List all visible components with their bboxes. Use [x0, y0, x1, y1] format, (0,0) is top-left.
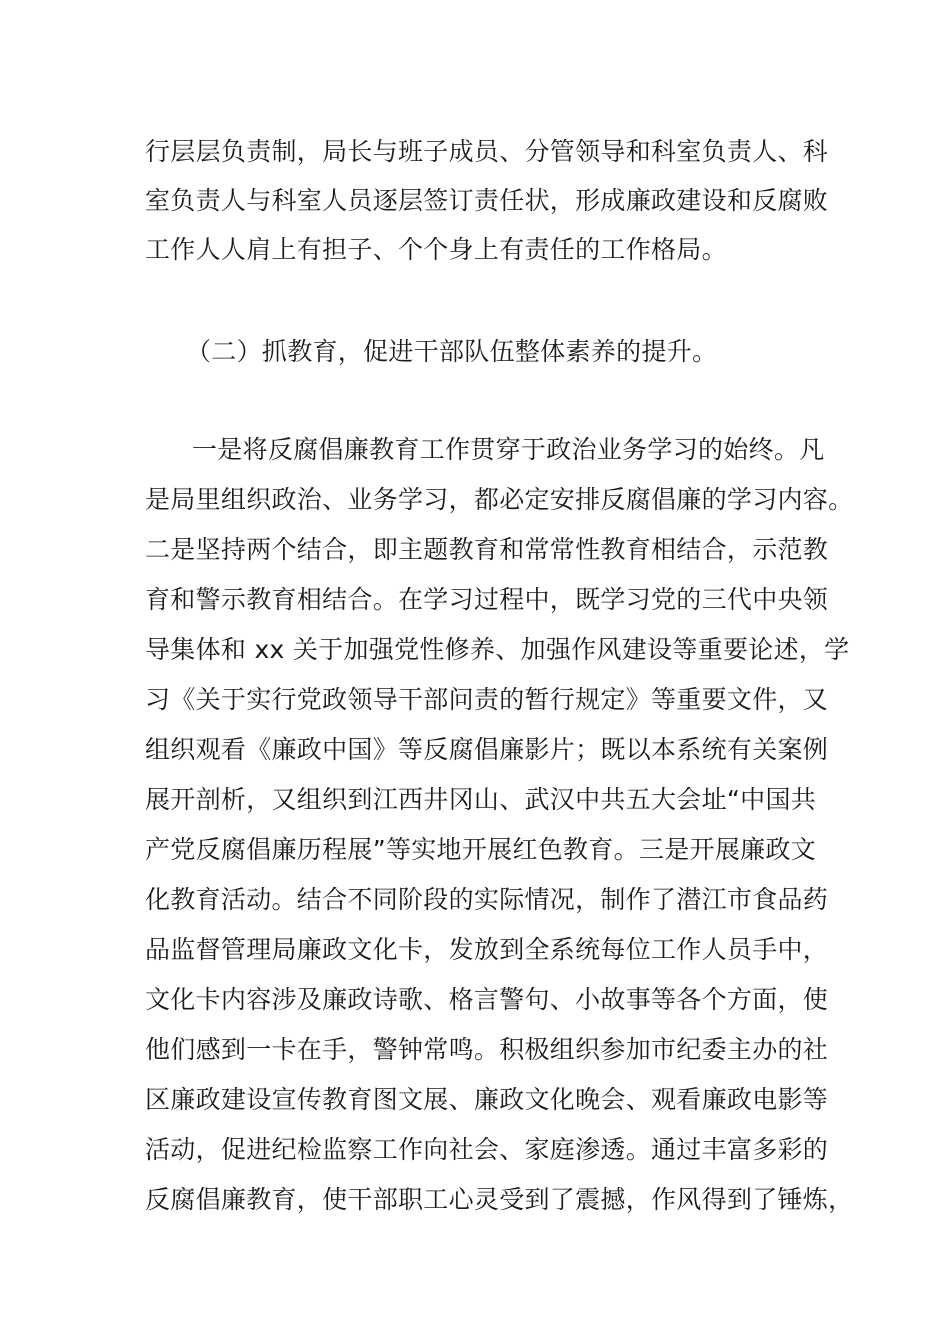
paragraph-2-line-7: 组织观看《廉政中国》等反腐倡廉影片；既以本系统有关案例	[145, 735, 829, 764]
paragraph-2-line-13: 他们感到一卡在手，警钟常鸣。积极组织参加市纪委主办的社	[145, 1035, 829, 1064]
paragraph-2-line-10: 化教育活动。结合不同阶段的实际情况，制作了潜江市食品药	[145, 885, 829, 914]
paragraph-2-line-5: 导集体和 xx 关于加强党性修养、加强作风建设等重要论述，学	[145, 635, 850, 664]
paragraph-2-line-15: 活动，促进纪检监察工作向社会、家庭渗透。通过丰富多彩的	[145, 1135, 829, 1164]
paragraph-1-line-1: 行层层负责制，局长与班子成员、分管领导和科室负责人、科	[145, 137, 829, 166]
paragraph-2-line-8: 展开剖析，又组织到江西井冈山、武汉中共五大会址“中国共	[145, 785, 817, 814]
paragraph-2-line-1: 一是将反腐倡廉教育工作贯穿于政治业务学习的始终。凡	[192, 435, 825, 464]
paragraph-2-line-12: 文化卡内容涉及廉政诗歌、格言警句、小故事等各个方面，使	[145, 985, 829, 1014]
paragraph-2-line-16: 反腐倡廉教育，使干部职工心灵受到了震撼，作风得到了锤炼，	[145, 1185, 854, 1214]
paragraph-2-line-4: 育和警示教育相结合。在学习过程中，既学习党的三代中央领	[145, 585, 829, 614]
paragraph-2-line-3: 二是坚持两个结合，即主题教育和常常性教育相结合，示范教	[145, 535, 829, 564]
section-heading: （二）抓教育，促进干部队伍整体素养的提升。	[186, 337, 718, 366]
paragraph-1-line-3: 工作人人肩上有担子、个个身上有责任的工作格局。	[145, 235, 727, 264]
paragraph-2-line-6: 习《关于实行党政领导干部问责的暂行规定》等重要文件，又	[145, 685, 829, 714]
paragraph-2-line-9: 产党反腐倡廉历程展”等实地开展红色教育。三是开展廉政文	[145, 835, 817, 864]
paragraph-1-line-2: 室负责人与科室人员逐层签订责任状，形成廉政建设和反腐败	[145, 186, 829, 215]
paragraph-2-line-2: 是局里组织政治、业务学习，都必定安排反腐倡廉的学习内容。	[145, 485, 854, 514]
paragraph-2-line-11: 品监督管理局廉政文化卡，发放到全系统每位工作人员手中，	[145, 935, 829, 964]
paragraph-2-line-14: 区廉政建设宣传教育图文展、廉政文化晚会、观看廉政电影等	[145, 1085, 829, 1114]
